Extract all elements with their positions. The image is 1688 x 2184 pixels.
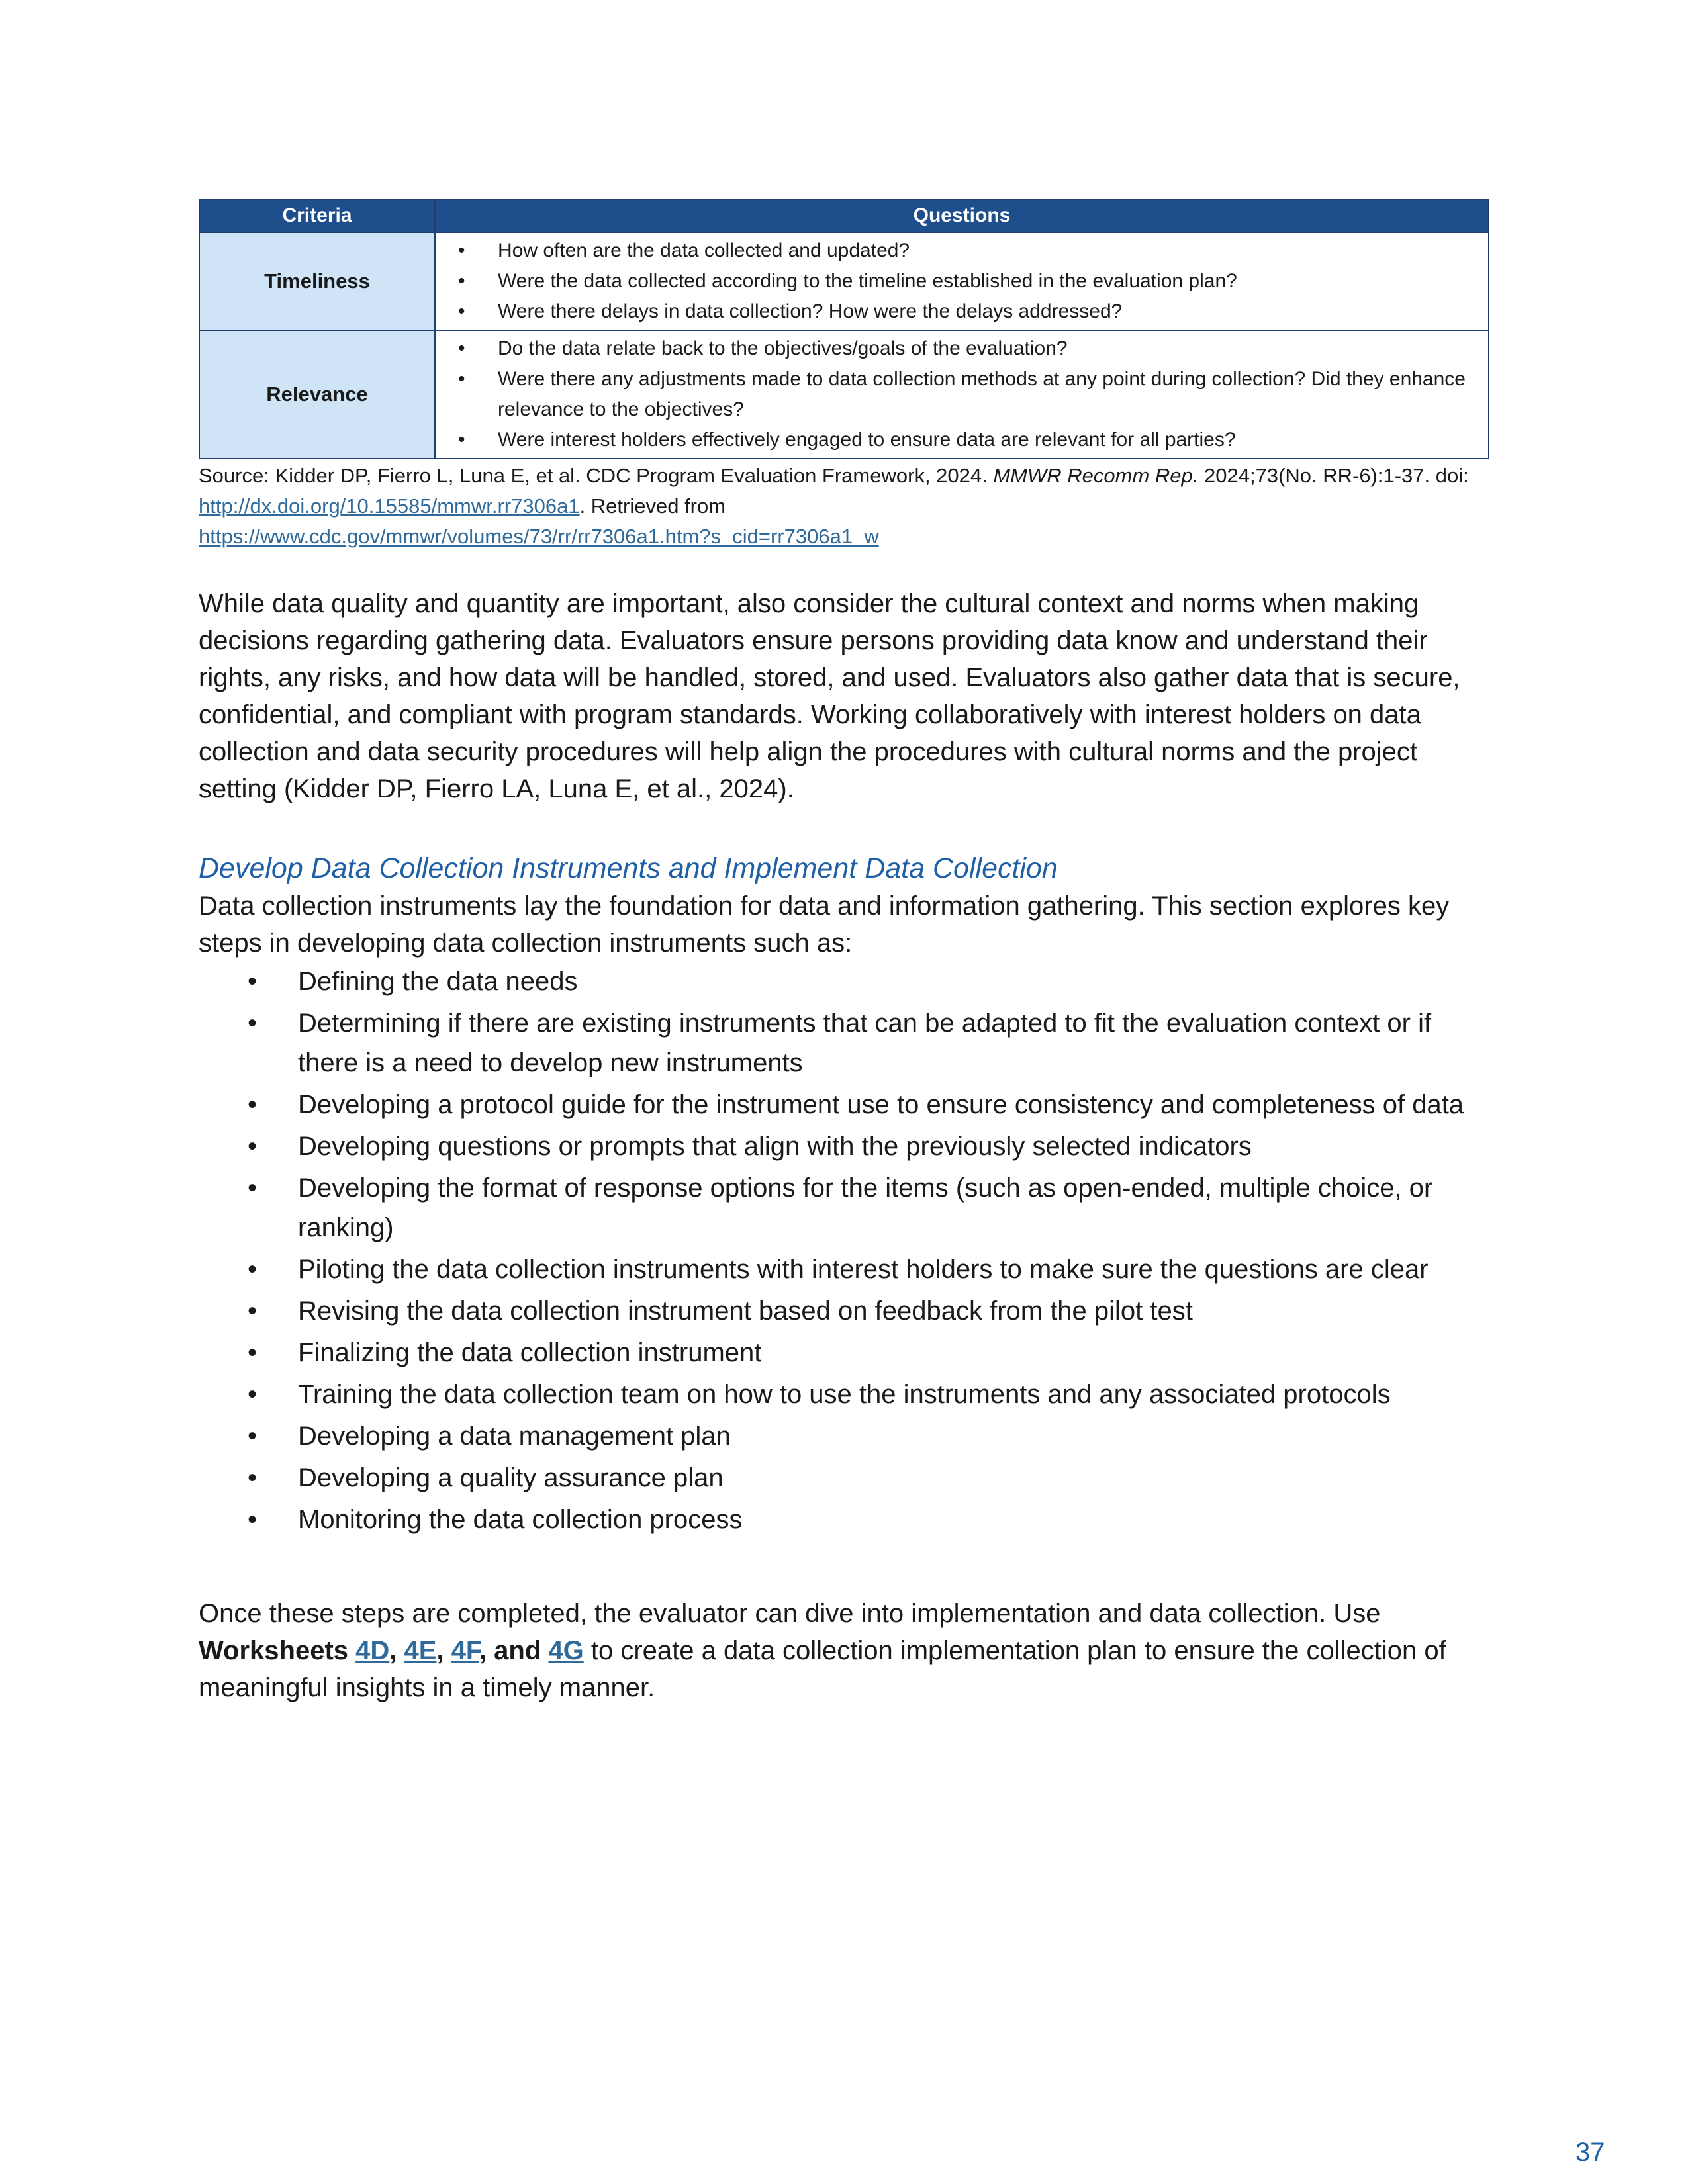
criteria-relevance: Relevance (199, 330, 435, 459)
bullet: • (248, 1505, 258, 1534)
bullet: • (248, 1132, 258, 1161)
source-url-link[interactable]: https://www.cdc.gov/mmwr/volumes/73/rr/rr7306a1.htm?s_cid=rr7306a1_w (199, 525, 879, 548)
question-item: • Were the data collected according to the timeline established in the evaluation plan? (449, 266, 1475, 296)
bullet: • (458, 338, 465, 359)
list-item: • Developing the format of response options for the items (such as open-ended, multiple choice, or ranking) (199, 1168, 1489, 1248)
questions-cell (435, 330, 1489, 459)
source-citation: Source: Kidder DP, Fierro L, Luna E, et al. CDC Program Evaluation Framework, 2024. MMWR Recomm Rep. 2024;73(No. RR-6):1-37. doi: http://dx.doi.org/10.15585/mmwr.rr7306a1. Retrieved from https://www.cdc.gov/mmwr/volumes/73/rr/rr7306a1.htm?s_cid=rr7306a1_w (199, 464, 1469, 548)
page-content (199, 199, 1489, 1706)
question-item: • Were there delays in data collection? How were the delays addressed? (449, 296, 1475, 327)
bullet: • (248, 1173, 258, 1203)
bullet: • (458, 240, 465, 261)
bullet: • (248, 1297, 258, 1326)
section-heading: Develop Data Collection Instruments and Implement Data Collection (199, 852, 1058, 884)
question-item: • Do the data relate back to the objectives/goals of the evaluation? (449, 334, 1475, 364)
questions-cell (435, 232, 1489, 330)
worksheet-4f-link[interactable]: 4F (451, 1636, 479, 1665)
journal-name: MMWR Recomm Rep. (993, 464, 1199, 487)
worksheet-4e-link[interactable]: 4E (404, 1636, 437, 1665)
bullet: • (248, 1422, 258, 1451)
question-item: • How often are the data collected and updated? (449, 236, 1475, 266)
bullet: • (248, 967, 258, 996)
list-item: • Piloting the data collection instruments with interest holders to make sure the questions are clear (199, 1250, 1489, 1289)
table-row (199, 330, 1489, 459)
question-item: • Were there any adjustments made to data collection methods at any point during collection? Did they enhance relevance to the objectives? (449, 364, 1475, 425)
list-item: • Finalizing the data collection instrument (199, 1333, 1489, 1373)
criteria-timeliness: Timeliness (199, 232, 435, 330)
list-item: • Determining if there are existing instruments that can be adapted to fit the evaluation context or if there is a need to develop new instruments (199, 1003, 1489, 1083)
list-item: • Training the data collection team on how to use the instruments and any associated protocols (199, 1375, 1489, 1414)
list-item: • Defining the data needs (199, 962, 1489, 1001)
body-paragraph: While data quality and quantity are important, also consider the cultural context and norms when making decisions regarding gathering data. Evaluators ensure persons providing data know and understand their rights, any risks, and how data will be handled, stored, and used. Evaluators also gather data that is secure, confidential, and compliant with program standards. Working collaboratively with interest holders on data collection and data security procedures will help align the procedures with cultural norms and the project setting (Kidder DP, Fierro LA, Luna E, et al., 2024). (199, 589, 1460, 803)
list-item: • Monitoring the data collection process (199, 1500, 1489, 1539)
worksheets-label: Worksheets (199, 1636, 349, 1665)
list-item: • Developing questions or prompts that align with the previously selected indicators (199, 1126, 1489, 1166)
steps-list (199, 962, 1489, 1539)
worksheet-4d-link[interactable]: 4D (355, 1636, 390, 1665)
header-criteria: Criteria (199, 199, 435, 232)
section-intro: Data collection instruments lay the foundation for data and information gathering. This section explores key steps in developing data collection instruments such as: (199, 891, 1450, 958)
bullet: • (248, 1338, 258, 1367)
bullet: • (248, 1463, 258, 1492)
table-row (199, 232, 1489, 330)
list-item: • Revising the data collection instrument based on feedback from the pilot test (199, 1291, 1489, 1331)
bullet: • (248, 1255, 258, 1284)
bullet: • (248, 1009, 258, 1038)
header-questions: Questions (435, 199, 1489, 232)
criteria-table (199, 199, 1489, 459)
worksheet-4g-link[interactable]: 4G (548, 1636, 584, 1665)
bullet: • (458, 270, 465, 292)
bullet: • (458, 368, 465, 390)
page-number: 37 (1575, 2138, 1605, 2167)
list-item: • Developing a protocol guide for the instrument use to ensure consistency and completeness of data (199, 1085, 1489, 1124)
bullet: • (248, 1090, 258, 1119)
table-header-row (199, 199, 1489, 232)
doi-link[interactable]: http://dx.doi.org/10.15585/mmwr.rr7306a1 (199, 494, 580, 518)
bullet: • (458, 300, 465, 322)
closing-paragraph: Once these steps are completed, the evaluator can dive into implementation and data collection. Use Worksheets 4D, 4E, 4F, and 4G to create a data collection implementation plan to ensure the collection of meaningful insights in a timely manner. (199, 1599, 1446, 1702)
question-item: • Were interest holders effectively engaged to ensure data are relevant for all parties? (449, 425, 1475, 455)
bullet: • (248, 1380, 258, 1409)
list-item: • Developing a data management plan (199, 1416, 1489, 1456)
list-item: • Developing a quality assurance plan (199, 1458, 1489, 1498)
bullet: • (458, 429, 465, 451)
